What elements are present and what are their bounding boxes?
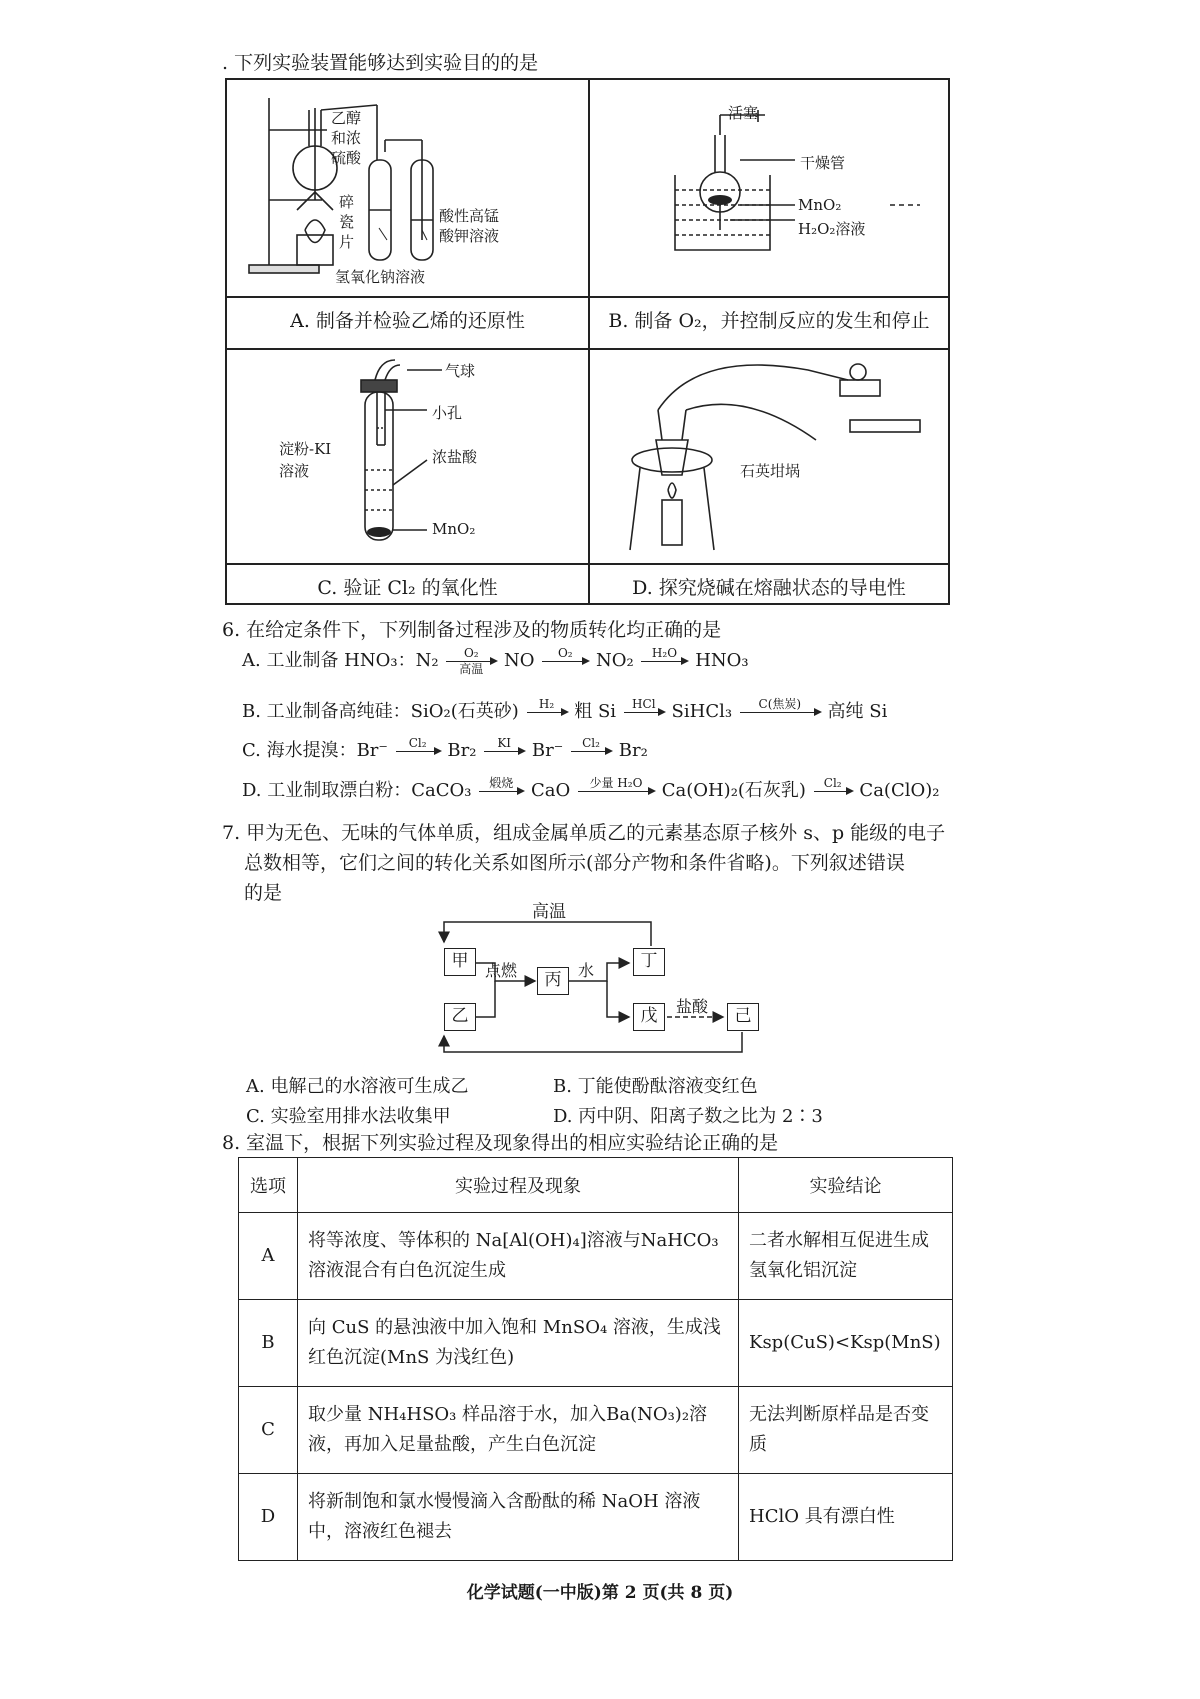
label-sulfuric: 硫酸 xyxy=(331,149,362,167)
label-small-hole: 小孔 xyxy=(432,404,463,422)
flow-box-ji: 己 xyxy=(727,1003,759,1031)
q8-table xyxy=(238,1157,953,1561)
q6-c-arrow1: Cl₂ xyxy=(396,737,440,766)
q6-b-prefix: B. 工业制备高纯硅：SiO₂(石英砂) xyxy=(242,701,519,722)
q6-c-mid1: Br₂ xyxy=(447,740,477,761)
q6-a-arrow2: O₂ xyxy=(542,647,588,676)
q6-b-arrow3: C(焦炭) xyxy=(740,698,820,727)
table-header-row xyxy=(239,1158,953,1213)
q7-option-b: B. 丁能使酚酞溶液变红色 xyxy=(553,1076,758,1097)
q6-b-arrow2: HCl xyxy=(624,698,664,727)
row-b-process: 向 CuS 的悬浊液中加入饱和 MnSO₄ 溶液，生成浅红色沉淀(MnS 为浅红色) xyxy=(298,1300,739,1387)
label-acidic-kmno4: 酸性高锰 xyxy=(439,207,500,225)
flow-box-jia: 甲 xyxy=(444,948,476,976)
flow-box-wu: 戊 xyxy=(633,1003,665,1031)
q7-stem-line-2: 总数相等，它们之间的转化关系如图所示(部分产物和条件省略)。下列叙述错误 xyxy=(244,852,905,874)
label-mno2-b: MnO₂ xyxy=(798,196,842,214)
q6-d-end: Ca(ClO)₂ xyxy=(859,780,940,801)
header-conclusion: 实验结论 xyxy=(739,1158,953,1213)
header-process: 实验过程及现象 xyxy=(298,1158,739,1213)
q6-d-arrow1: 煅烧 xyxy=(479,777,523,806)
row-d-process: 将新制饱和氯水慢慢滴入含酚酞的稀 NaOH 溶液中，溶液红色褪去 xyxy=(298,1474,739,1561)
q6-c-arrow2: KI xyxy=(484,737,524,766)
label-porcelain: 瓷 xyxy=(339,213,355,231)
q6-a-arrow3: H₂O xyxy=(641,647,687,676)
label-solution-c: 溶液 xyxy=(279,462,310,480)
q6-d-mid1: CaO xyxy=(530,780,571,801)
label-and-conc: 和浓 xyxy=(331,129,362,147)
q6-a-prefix: A. 工业制备 HNO₃：N₂ xyxy=(242,650,439,671)
q7-option-c: C. 实验室用排水法收集甲 xyxy=(246,1106,451,1127)
q7-option-d: D. 丙中阴、阳离子数之比为 2∶3 xyxy=(553,1106,823,1127)
label-stopcock: 活塞 xyxy=(728,104,759,122)
flow-box-bing: 丙 xyxy=(537,967,569,995)
row-a-process: 将等浓度、等体积的 Na[Al(OH)₄]溶液与NaHCO₃ 溶液混合有白色沉淀生成 xyxy=(298,1213,739,1300)
row-a-option: A xyxy=(239,1213,298,1300)
flow-box-ding: 丁 xyxy=(633,948,665,976)
label-broken: 碎 xyxy=(339,193,355,211)
q5-stem: . 下列实验装置能够达到实验目的的是 xyxy=(222,52,539,74)
q7-stem-line-1: 7. 甲为无色、无味的气体单质，组成金属单质乙的元素基态原子核外 s、p 能级的电子 xyxy=(222,822,946,844)
flow-label-water: 水 xyxy=(578,961,595,980)
label-naoh-solution: 氢氧化钠溶液 xyxy=(335,268,426,286)
flow-label-ignite: 点燃 xyxy=(485,961,518,980)
q6-a-mid1: NO xyxy=(504,650,535,671)
q6-d-mid2: Ca(OH)₂(石灰乳) xyxy=(661,780,806,801)
label-starch-ki: 淀粉-KI xyxy=(279,440,332,458)
table-row xyxy=(239,1387,953,1474)
label-piece: 片 xyxy=(339,233,355,251)
q7-stem-line-3: 的是 xyxy=(244,882,283,904)
caption-c: C. 验证 Cl₂ 的氧化性 xyxy=(317,577,498,599)
q6-c-prefix: C. 海水提溴：Br⁻ xyxy=(242,740,388,761)
row-b-conclusion: Ksp(CuS)<Ksp(MnS) xyxy=(739,1300,953,1387)
label-drying-tube: 干燥管 xyxy=(800,154,846,172)
q6-a-mid2: NO₂ xyxy=(596,650,634,671)
q6-d-arrow2: 少量 H₂O xyxy=(578,777,654,806)
table-row xyxy=(239,1474,953,1561)
q6-c-end: Br₂ xyxy=(618,740,648,761)
label-ethanol: 乙醇 xyxy=(331,109,362,127)
q7-option-a: A. 电解己的水溶液可生成乙 xyxy=(246,1076,469,1097)
page-footer: 化学试题(一中版)第 2 页(共 8 页) xyxy=(466,1583,734,1603)
label-kmno4-solution: 酸钾溶液 xyxy=(439,227,500,245)
flow-label-high-temp: 高温 xyxy=(532,902,566,922)
row-d-conclusion: HClO 具有漂白性 xyxy=(739,1474,953,1561)
label-mno2-c: MnO₂ xyxy=(432,520,476,538)
row-c-option: C xyxy=(239,1387,298,1474)
caption-d: D. 探究烧碱在熔融状态的导电性 xyxy=(632,577,906,599)
q6-c-arrow3: Cl₂ xyxy=(571,737,611,766)
caption-a: A. 制备并检验乙烯的还原性 xyxy=(290,310,525,332)
flow-box-yi: 乙 xyxy=(444,1003,476,1031)
table-row xyxy=(239,1300,953,1387)
table-row xyxy=(239,1213,953,1300)
q6-a-end: HNO₃ xyxy=(695,650,749,671)
caption-b: B. 制备 O₂，并控制反应的发生和停止 xyxy=(608,310,930,332)
q8-stem: 8. 室温下，根据下列实验过程及现象得出的相应实验结论正确的是 xyxy=(222,1132,779,1154)
q6-c-mid2: Br⁻ xyxy=(531,740,564,761)
label-quartz-crucible: 石英坩埚 xyxy=(740,462,801,480)
row-c-conclusion: 无法判断原样品是否变质 xyxy=(739,1387,953,1474)
q6-stem: 6. 在给定条件下，下列制备过程涉及的物质转化均正确的是 xyxy=(222,619,722,641)
row-c-process: 取少量 NH₄HSO₃ 样品溶于水，加入Ba(NO₃)₂溶液，再加入足量盐酸，产生白色沉淀 xyxy=(298,1387,739,1474)
q6-b-mid2: SiHCl₃ xyxy=(671,701,733,722)
q6-b-arrow1: H₂ xyxy=(527,698,567,727)
label-conc-hcl: 浓盐酸 xyxy=(432,448,478,466)
label-balloon: 气球 xyxy=(445,362,476,380)
row-d-option: D xyxy=(239,1474,298,1561)
q6-d-prefix: D. 工业制取漂白粉：CaCO₃ xyxy=(242,780,472,801)
q6-d-arrow3: Cl₂ xyxy=(814,777,852,806)
q6-a-arrow1: O₂ 高温 xyxy=(446,647,496,676)
row-b-option: B xyxy=(239,1300,298,1387)
q6-b-mid1: 粗 Si xyxy=(574,701,617,722)
header-option: 选项 xyxy=(239,1158,298,1213)
label-h2o2-solution: H₂O₂溶液 xyxy=(798,220,866,238)
q6-b-end: 高纯 Si xyxy=(827,701,888,722)
flow-label-hcl: 盐酸 xyxy=(676,997,709,1016)
row-a-conclusion: 二者水解相互促进生成氢氧化铝沉淀 xyxy=(739,1213,953,1300)
